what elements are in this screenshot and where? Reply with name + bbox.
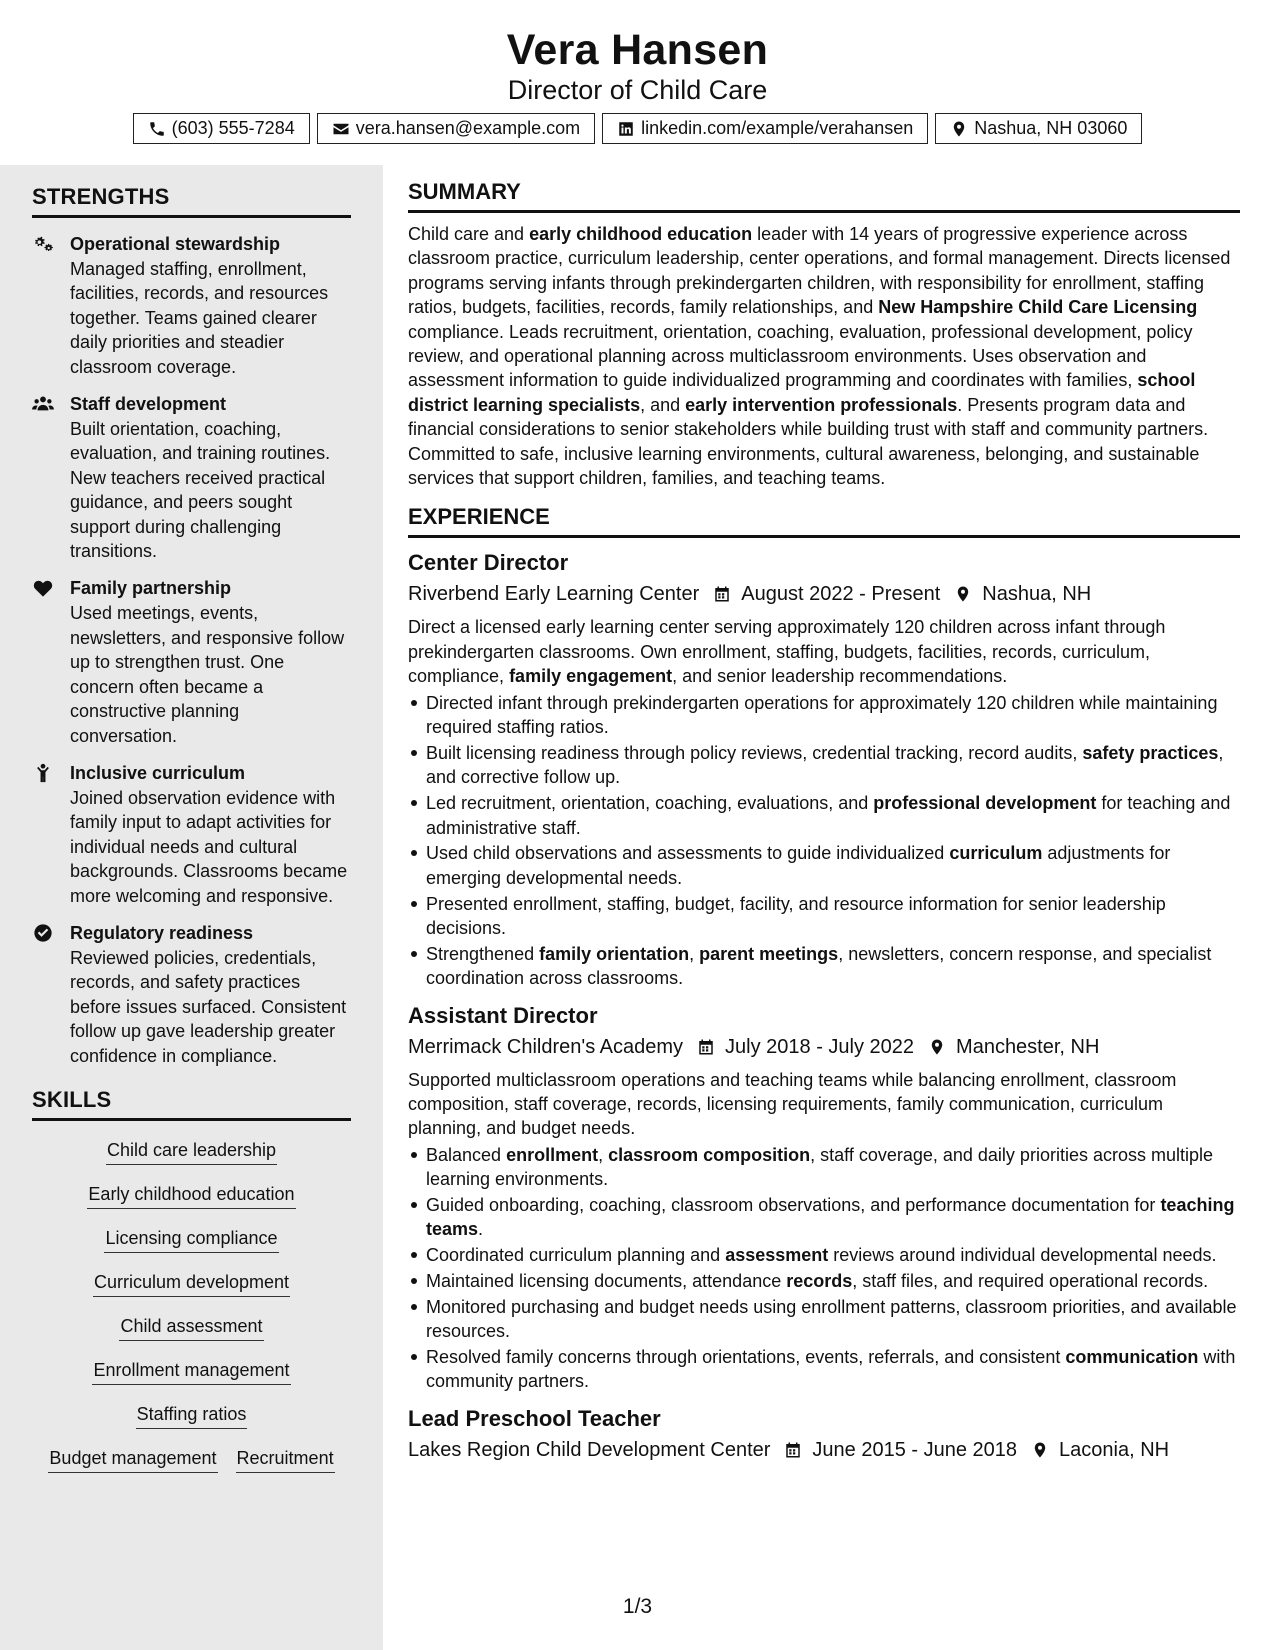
- strength-description: Reviewed policies, credentials, records, and safety practices before issues surfaced. Consistent follow up gave leadership greater confidence in compliance.: [70, 947, 347, 1066]
- skill-tag: Curriculum development: [93, 1269, 290, 1297]
- text-run: with community partners.: [426, 1346, 1236, 1392]
- text-run: . Presents program data and financial considerations to senior stakeholders while building trust with staff and community partners. Committed to safe, inclusive learning environments, cultural awareness, belonging, and sustainable services that support children, families, and teaching teams.: [408, 394, 1209, 489]
- job-bullets: [408, 691, 1240, 991]
- bold-phrase: communication: [1065, 1346, 1199, 1367]
- text-run: , newsletters, concern response, and specialist coordination across classrooms.: [426, 943, 1212, 989]
- contact-location-text: Nashua, NH 03060: [974, 118, 1128, 138]
- skill-tag: Staffing ratios: [136, 1401, 248, 1429]
- contact-location: [935, 113, 1142, 144]
- strengths-heading: STRENGTHS: [32, 183, 351, 218]
- page-number: 1/3: [622, 1595, 653, 1618]
- strength-item: [32, 921, 351, 1068]
- contact-phone-text: (603) 555-7284: [171, 118, 295, 138]
- bullet-item: [408, 1143, 1240, 1192]
- text-run: Supported multiclassroom operations and teaching teams while balancing enrollment, classroom composition, staff coverage, records, licensing requirements, family communication, curriculum planning, and budget needs.: [408, 1069, 1177, 1139]
- calendar-icon: [713, 585, 731, 603]
- contact-phone[interactable]: [133, 113, 310, 144]
- bold-phrase: school district learning specialists: [408, 370, 1196, 415]
- map-pin-icon: [928, 1038, 946, 1056]
- contact-bar: [0, 113, 1275, 144]
- bullet-item: [408, 1243, 1240, 1267]
- skill-tag: Child care leadership: [106, 1137, 277, 1165]
- text-run: for teaching and administrative staff.: [426, 793, 1231, 838]
- text-run: Monitored purchasing and budget needs using enrollment patterns, classroom priorities, and available resources.: [426, 1296, 1237, 1342]
- text-run: ,: [689, 943, 700, 964]
- job-title: Center Director: [408, 550, 569, 576]
- job-location: Manchester, NH: [956, 1035, 1100, 1058]
- job-meta: [408, 1435, 1240, 1465]
- bullet-item: [408, 942, 1240, 991]
- text-run: Guided onboarding, coaching, classroom observations, and performance documentation for: [426, 1194, 1161, 1215]
- skills-list: [32, 1137, 351, 1473]
- bold-phrase: enrollment: [506, 1144, 599, 1165]
- contact-linkedin-text: linkedin.com/example/verahansen: [641, 118, 914, 138]
- strength-name: Inclusive curriculum: [70, 762, 246, 783]
- contact-email[interactable]: [317, 113, 595, 144]
- bold-phrase: family engagement: [509, 666, 673, 687]
- gears-icon: [32, 234, 54, 254]
- job-meta: [408, 579, 1240, 609]
- bold-phrase: records: [786, 1270, 853, 1291]
- strength-name: Regulatory readiness: [70, 922, 254, 943]
- job-dates: June 2015 - June 2018: [812, 1438, 1018, 1461]
- strengths-list: [32, 232, 351, 1068]
- text-run: , staff coverage, and daily priorities across multiple learning environments.: [426, 1144, 1213, 1190]
- text-run: Directed infant through prekindergarten operations for approximately 120 children while maintaining required staffing ratios.: [426, 692, 1218, 738]
- job-location: Laconia, NH: [1059, 1438, 1170, 1461]
- resume-header: [0, 0, 1275, 165]
- text-run: Balanced: [426, 1144, 507, 1165]
- job-dates: July 2018 - July 2022: [725, 1035, 915, 1058]
- bold-phrase: early intervention professionals: [685, 394, 958, 415]
- job-dates: August 2022 - Present: [741, 583, 941, 606]
- text-run: adjustments for emerging developmental needs.: [426, 843, 1171, 888]
- text-run: Child care and: [408, 224, 530, 244]
- calendar-icon: [697, 1038, 715, 1056]
- check-circle-icon: [32, 923, 54, 943]
- candidate-name: Vera Hansen: [506, 26, 769, 74]
- bullet-item: [408, 841, 1240, 890]
- bold-phrase: professional development: [873, 793, 1097, 814]
- child-icon: [32, 763, 54, 783]
- job-entry: [408, 1404, 1240, 1465]
- bullet-item: [408, 741, 1240, 790]
- map-pin-icon: [954, 585, 972, 603]
- text-run: , staff files, and required operational records.: [852, 1270, 1209, 1291]
- text-run: Built licensing readiness through policy reviews, credential tracking, record audits,: [426, 742, 1083, 763]
- job-location: Nashua, NH: [982, 583, 1092, 606]
- strength-name: Family partnership: [70, 578, 232, 599]
- skill-tag: Recruitment: [236, 1445, 335, 1473]
- text-run: Maintained licensing documents, attendance: [426, 1270, 787, 1291]
- job-title: Assistant Director: [408, 1002, 598, 1028]
- bold-phrase: early childhood education: [529, 224, 753, 244]
- bold-phrase: family orientation: [539, 943, 690, 964]
- bold-phrase: teaching teams: [426, 1194, 1235, 1240]
- bullet-item: [408, 892, 1240, 941]
- job-employer: Riverbend Early Learning Center: [408, 583, 700, 606]
- users-icon: [32, 394, 54, 414]
- job-bullets: [408, 1143, 1240, 1394]
- bullet-item: [408, 1193, 1240, 1242]
- text-run: Presented enrollment, staffing, budget, facility, and resource information for senior leadership decisions.: [426, 893, 1166, 938]
- job-employer: Merrimack Children's Academy: [408, 1035, 684, 1058]
- text-run: reviews around individual developmental needs.: [828, 1245, 1217, 1266]
- text-run: .: [478, 1219, 484, 1240]
- main-content: [408, 178, 1240, 1465]
- heart-icon: [32, 578, 54, 598]
- strength-item: [32, 761, 351, 908]
- bold-phrase: New Hampshire Child Care Licensing: [878, 297, 1198, 318]
- job-employer: Lakes Region Child Development Center: [408, 1438, 771, 1461]
- skill-tag: Child assessment: [119, 1313, 263, 1341]
- strength-name: Operational stewardship: [70, 234, 281, 254]
- strength-item: [32, 232, 351, 379]
- contact-email-text: vera.hansen@example.com: [355, 118, 581, 138]
- envelope-icon: [332, 120, 350, 138]
- text-run: compliance. Leads recruitment, orientation, coaching, evaluation, professional development, policy review, and operational planning across multiclassroom environments. Uses observation and assessment information to guide individualized programming and coordinates with families,: [408, 321, 1193, 391]
- linkedin-icon: [617, 120, 635, 138]
- text-run: Led recruitment, orientation, coaching, evaluations, and: [426, 793, 874, 814]
- strength-item: [32, 576, 351, 747]
- map-pin-icon: [950, 120, 968, 138]
- skill-tag: Early childhood education: [87, 1181, 295, 1209]
- summary-heading: SUMMARY: [408, 178, 1240, 213]
- job-entry: [408, 548, 1240, 990]
- bullet-item: [408, 1345, 1240, 1394]
- skill-tag: Licensing compliance: [104, 1225, 278, 1253]
- skill-tag: Budget management: [48, 1445, 217, 1473]
- job-meta: [408, 1032, 1240, 1062]
- job-title: Lead Preschool Teacher: [408, 1405, 661, 1431]
- text-run: ,: [598, 1144, 609, 1165]
- text-run: leader with 14 years of progressive experience across classroom practice, curriculum leadership, center operations, and formal management. Directs licensed programs serving infants through prekindergarten children, with responsibility for enrollment, staffing ratios, budgets, facilities, records, family relationships, and: [408, 224, 1231, 318]
- text-run: , and: [640, 394, 686, 415]
- skill-tag: Enrollment management: [92, 1357, 290, 1385]
- text-run: Resolved family concerns through orientations, events, referrals, and consistent: [426, 1346, 1066, 1367]
- bullet-item: [408, 1269, 1240, 1293]
- text-run: Strengthened: [426, 943, 540, 964]
- text-run: Direct a licensed early learning center serving approximately 120 children across infant through prekindergarten classrooms. Own enrollment, staffing, budgets, facilities, records, curriculum, compliance,: [408, 617, 1166, 687]
- text-run: Used child observations and assessments to guide individualized: [426, 843, 950, 864]
- bold-phrase: parent meetings: [699, 943, 839, 964]
- bold-phrase: classroom composition: [608, 1144, 811, 1165]
- strength-name: Staff development: [70, 394, 227, 415]
- bold-phrase: safety practices: [1082, 742, 1219, 763]
- map-pin-icon: [1031, 1441, 1049, 1459]
- contact-linkedin[interactable]: [602, 113, 928, 144]
- strength-description: Managed staffing, enrollment, facilities, records, and resources together. Teams gained clearer daily priorities and steadier classroom coverage.: [70, 259, 329, 377]
- sidebar: [0, 165, 383, 1650]
- strength-description: Used meetings, events, newsletters, and responsive follow up to strengthen trust. One concern often became a constructive planning conversation.: [70, 603, 345, 746]
- text-run: , and corrective follow up.: [426, 742, 1224, 788]
- calendar-icon: [784, 1441, 802, 1459]
- summary-text: [408, 222, 1240, 490]
- candidate-title: Director of Child Care: [507, 75, 768, 105]
- text-run: Coordinated curriculum planning and: [426, 1245, 726, 1266]
- bullet-item: [408, 1295, 1240, 1344]
- job-description: [408, 615, 1240, 688]
- job-description: [408, 1068, 1240, 1141]
- bold-phrase: curriculum: [949, 843, 1043, 864]
- strength-description: Built orientation, coaching, evaluation, and training routines. New teachers received practical guidance, and peers sought support during challenging transitions.: [70, 419, 331, 562]
- text-run: , and senior leadership recommendations.: [672, 666, 1008, 687]
- skills-heading: SKILLS: [32, 1086, 351, 1121]
- bold-phrase: assessment: [725, 1245, 829, 1266]
- bullet-item: [408, 691, 1240, 740]
- strength-description: Joined observation evidence with family input to adapt activities for individual needs and cultural backgrounds. Classrooms became more welcoming and responsive.: [70, 787, 348, 906]
- job-entry: [408, 1001, 1240, 1394]
- experience-heading: EXPERIENCE: [408, 503, 1240, 538]
- phone-icon: [148, 120, 166, 138]
- strength-item: [32, 392, 351, 563]
- bullet-item: [408, 791, 1240, 840]
